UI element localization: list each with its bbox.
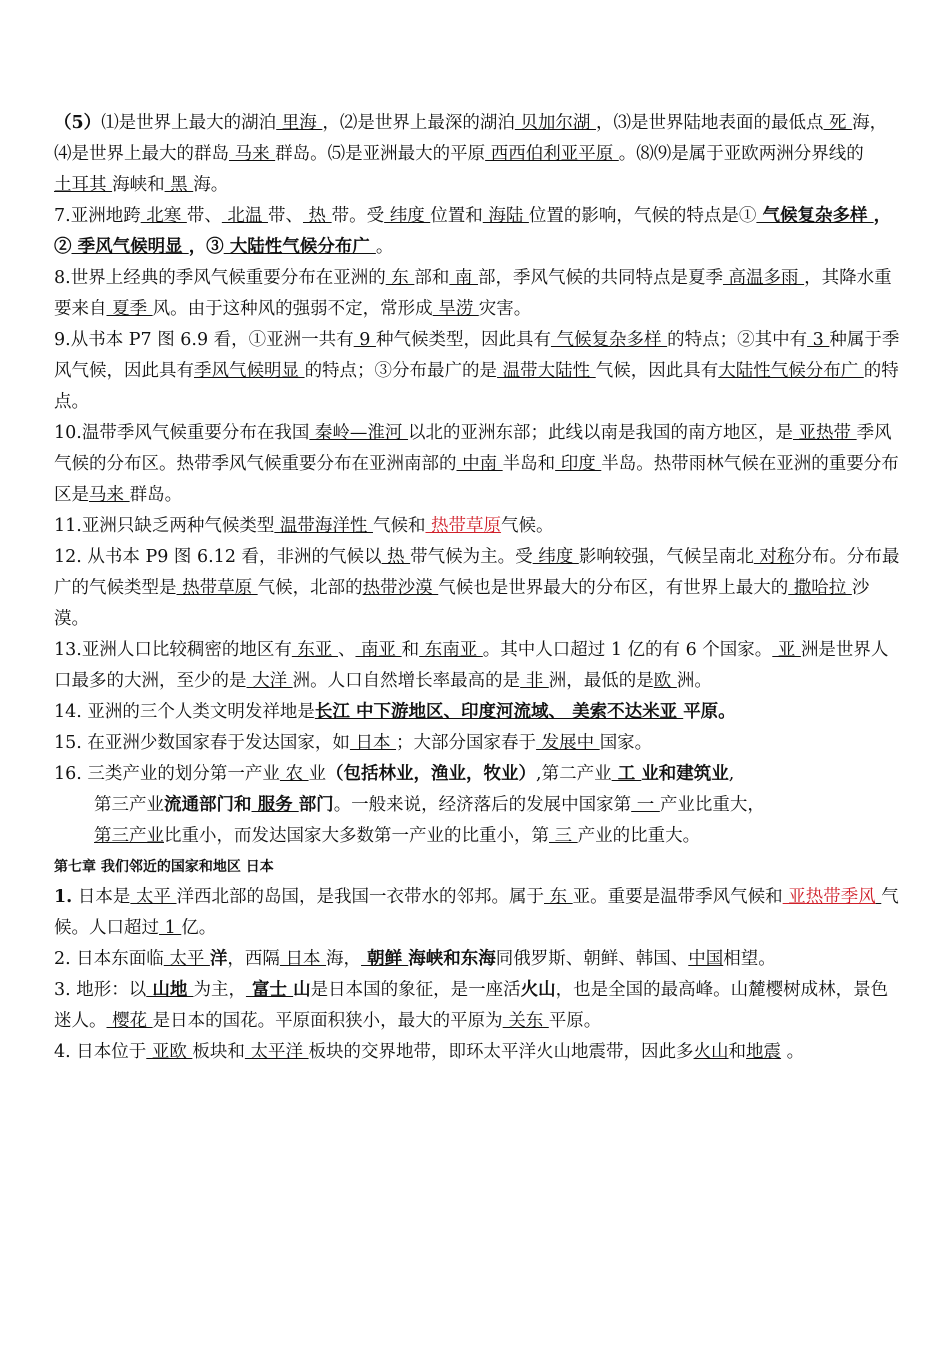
chapter-heading: 第七章 我们邻近的国家和地区 日本 — [54, 859, 274, 875]
text: 日本是 — [72, 887, 131, 907]
text: 半岛和 — [502, 454, 556, 474]
answer-blank: 纬度 — [532, 547, 579, 567]
text: 产业的比重大。 — [577, 826, 701, 846]
text: 第三产业 — [94, 795, 164, 815]
paragraph-13 — [54, 635, 904, 697]
text: 群岛。 — [129, 485, 183, 505]
text: , — [728, 764, 735, 784]
text: 2. 日本东面临 — [54, 949, 164, 969]
text: 产业比重大， — [659, 795, 765, 815]
text: 和 — [401, 640, 420, 660]
text: 4. 日本位于 — [54, 1042, 147, 1062]
answer-blank: 日本 — [349, 733, 397, 753]
text: 海， — [326, 949, 362, 969]
text: 的特点。 — [54, 361, 899, 412]
paragraph-16-cont — [54, 790, 904, 852]
answer-blank: 东 — [544, 887, 573, 907]
text: 海峡和 — [112, 175, 165, 195]
answer-blank: 纬度 — [384, 206, 431, 226]
text: 火山 — [520, 980, 556, 1000]
answer-blank: 1 — [159, 918, 182, 938]
text: ⑴是世界上最大的湖泊 — [101, 113, 277, 133]
answer-blank: 海陆 — [482, 206, 529, 226]
text: 部门 — [298, 795, 334, 815]
text: 12. 从书本 P9 图 6.12 看，非洲的气候以 — [54, 547, 382, 567]
text: 气候，北部的 — [257, 578, 363, 598]
text: 风。由于这种风的强弱不定，常形成 — [152, 299, 433, 319]
answer-blank: 马来 — [89, 485, 130, 505]
text: 平原。 — [683, 702, 736, 722]
answer-blank: 亚 — [772, 640, 801, 660]
text: 部，季风气候的共同特点是夏季 — [477, 268, 723, 288]
answer-blank: 关东 — [502, 1011, 549, 1031]
answer-blank: 发展中 — [536, 733, 600, 753]
answer-blank: 秦岭—淮河 — [309, 423, 408, 443]
paragraph-5 — [54, 108, 904, 201]
text: 洋 — [209, 949, 228, 969]
text: 带。受 — [331, 206, 385, 226]
paragraph-7 — [54, 201, 904, 263]
text: 。 — [781, 1042, 805, 1062]
text: 种气候类型，因此具有 — [375, 330, 551, 350]
answer-blank: 一 — [631, 795, 660, 815]
text: 的特点；②其中有 — [667, 330, 808, 350]
answer-blank: 夏季 — [106, 299, 153, 319]
text: 平原。 — [548, 1011, 602, 1031]
text: ，其降水重要来自 — [54, 268, 892, 319]
answer-blank: 地震 — [746, 1042, 782, 1062]
text: 和 — [728, 1042, 747, 1062]
answer-blank: 9 — [353, 330, 376, 350]
text: 国家。 — [599, 733, 653, 753]
item-number: 1. — [54, 887, 73, 907]
text: ，也是全国的最高峰。山麓樱树成林，景色迷人。 — [54, 980, 889, 1031]
text: 14. 亚洲的三个人类文明发祥地是 — [54, 702, 315, 722]
answer-blank: 亚热带 — [792, 423, 857, 443]
answer-blank: 高温多雨 — [722, 268, 805, 288]
text: 位置的影响，气候的特点是① — [528, 206, 757, 226]
text: 洲。 — [676, 671, 712, 691]
text: 7.亚洲地跨 — [54, 206, 141, 226]
text: 洲。人口自然增长率最高的是 — [292, 671, 521, 691]
text: 影响较强，气候呈南北 — [578, 547, 754, 567]
text: ，⑶是世界陆地表面的最低点 — [595, 113, 824, 133]
text: 群岛。⑸是亚洲最大的平原 — [275, 144, 486, 164]
text: 板块和 — [192, 1042, 245, 1062]
text: 海，⑷是世界上最大的群岛 — [54, 113, 888, 164]
answer-blank: 中国 — [688, 949, 724, 969]
answer-blank: 季风气候明显 — [194, 361, 305, 381]
item-number: （5） — [54, 113, 102, 133]
answer-blank: 东南亚 — [419, 640, 483, 660]
answer-blank: 三 — [549, 826, 578, 846]
text: 。一般来说，经济落后的发展中国家第 — [333, 795, 632, 815]
document-page — [54, 108, 904, 1068]
answer-blank: 马来 — [229, 144, 276, 164]
text: ；大部分国家春于 — [396, 733, 537, 753]
answer-blank: 日本 — [279, 949, 327, 969]
answer-blank: 死 — [823, 113, 853, 133]
answer-blank: 温带海洋性 — [274, 516, 373, 536]
text: 位置和 — [430, 206, 483, 226]
text: 13.亚洲人口比较稠密的地区有 — [54, 640, 292, 660]
answer-blank: 北温 — [221, 206, 268, 226]
answer-blank: 贝加尔湖 — [514, 113, 596, 133]
answer-blank: 热 — [381, 547, 411, 567]
answer-blank-red: 亚热带季风 — [782, 887, 876, 907]
answer-blank: 农 — [279, 764, 309, 784]
answer-blank: 南 — [449, 268, 478, 288]
answer-blank: 欧 — [653, 671, 677, 691]
text: 亚。重要是温带季风气候和 — [572, 887, 783, 907]
answer-blank: 第三产业 — [94, 826, 164, 846]
text: 3. 地形：以 — [54, 980, 147, 1000]
text: 。 — [375, 237, 394, 257]
paragraph-9 — [54, 325, 904, 418]
answer-blank-red: 热带草原 — [425, 516, 502, 536]
japan-paragraph-2 — [54, 944, 904, 975]
answer-blank: 热带沙漠 — [362, 578, 439, 598]
answer-blank: 旱涝 — [432, 299, 479, 319]
text: 部和 — [414, 268, 450, 288]
answer-blank: 东 — [385, 268, 415, 288]
answer-blank: 亚欧 — [146, 1042, 193, 1062]
answer-blank: 火山 — [693, 1042, 729, 1062]
answer-blank: 朝鲜 — [361, 949, 409, 969]
text: 业 — [308, 764, 327, 784]
text: 业和建筑业 — [641, 764, 729, 784]
text: 灾害。 — [478, 299, 532, 319]
paragraph-16 — [54, 759, 904, 790]
text: 15. 在亚洲少数国家春于发达国家，如 — [54, 733, 350, 753]
answer-blank: 印度 — [555, 454, 602, 474]
text: 比重小，而发达国家大多数第一产业的比重小，第 — [164, 826, 549, 846]
text: 洋西北部的岛国，是我国一衣带水的邻邦。属于 — [176, 887, 544, 907]
text: 。其中人口超过 1 亿的有 6 个国家。 — [482, 640, 773, 660]
paragraph-15 — [54, 728, 904, 759]
text: 气候，因此具有 — [595, 361, 719, 381]
text: （包括林业，渔业，牧业） — [326, 764, 537, 784]
answer-blank: 黑 — [164, 175, 194, 195]
answer-blank: 太平 — [163, 949, 210, 969]
answer-blank: 长江 中下游地区、印度河流域、 美索不达米亚 — [314, 702, 684, 722]
japan-paragraph-3 — [54, 975, 904, 1037]
answer-blank: 大洋 — [246, 671, 293, 691]
answer-blank: 温带大陆性 — [497, 361, 596, 381]
text: 海峡和东海 — [408, 949, 496, 969]
text: 以北的亚洲东部；此线以南是我国的南方地区，是 — [407, 423, 793, 443]
text: 的特点；③分布最广的是 — [304, 361, 498, 381]
text: 是日本的国花。平原面积狭小，最大的平原为 — [152, 1011, 503, 1031]
text: 同俄罗斯、朝鲜、韩国、 — [495, 949, 689, 969]
text: 10.温带季风气候重要分布在我国 — [54, 423, 310, 443]
text: 山 — [293, 980, 311, 1000]
text: 相望。 — [723, 949, 776, 969]
text: 8.世界上经典的季风气候重要分布在亚洲的 — [54, 268, 386, 288]
answer-blank: 服务 — [251, 795, 299, 815]
text: 、 — [337, 640, 356, 660]
text: 是日本国的象征，是一座活 — [310, 980, 521, 1000]
answer-blank: 撒哈拉 — [788, 578, 852, 598]
text: 海。 — [193, 175, 229, 195]
text: 气候和 — [372, 516, 426, 536]
answer-blank: 富士 — [245, 980, 294, 1000]
answer-blank: 大陆性气候分布广 — [718, 361, 864, 381]
japan-paragraph-1 — [54, 882, 904, 944]
text: 气候。 — [501, 516, 554, 536]
answer-blank: 中南 — [456, 454, 503, 474]
paragraph-12 — [54, 542, 904, 635]
text: 分布。分布最广的气候类型是 — [54, 547, 900, 598]
paragraph-11 — [54, 511, 904, 542]
answer-blank: 太平洋 — [244, 1042, 309, 1062]
answer-blank: 季风气候明显 — [71, 237, 189, 257]
text: 16. 三类产业的划分第一产业 — [54, 764, 280, 784]
text: 。⑻⑼是属于亚欧两洲分界线的 — [618, 144, 864, 164]
answer-blank: 山地 — [146, 980, 194, 1000]
answer-blank: 气候复杂多样 — [756, 206, 874, 226]
text: 板块的交界地带，即环太平洋火山地震带，因此多 — [308, 1042, 694, 1062]
japan-paragraph-4 — [54, 1037, 904, 1068]
text: 带、 — [186, 206, 222, 226]
answer-blank: 热带草原 — [176, 578, 258, 598]
answer-blank: 气候复杂多样 — [550, 330, 668, 350]
text: 气候也是世界最大的分布区，有世界上最大的 — [438, 578, 789, 598]
answer-blank: 3 — [807, 330, 830, 350]
answer-blank: 西西伯利亚平原 — [485, 144, 619, 164]
text: 带、 — [267, 206, 303, 226]
text: ，③ — [188, 237, 224, 257]
text: 沙漠。 — [54, 578, 870, 629]
text: 气候。人口超过 — [54, 887, 899, 938]
answer-blank: 大陆性气候分布广 — [223, 237, 376, 257]
text: ,第二产业 — [536, 764, 612, 784]
answer-blank: 工 — [611, 764, 642, 784]
text: 带气候为主。受 — [410, 547, 533, 567]
answer-blank: 樱花 — [106, 1011, 153, 1031]
text: 洲是世界人口最多的大洲，至少的是 — [54, 640, 889, 691]
answer-blank: 热 — [302, 206, 332, 226]
text: 种属于季风气候，因此具有 — [54, 330, 900, 381]
answer-blank: 里海 — [276, 113, 323, 133]
text: 为主， — [193, 980, 246, 1000]
text: 11.亚洲只缺乏两种气候类型 — [54, 516, 275, 536]
paragraph-10 — [54, 418, 904, 511]
text: 季风气候的分布区。热带季风气候重要分布在亚洲南部的 — [54, 423, 892, 474]
text: ，⑵是世界上最深的湖泊 — [322, 113, 515, 133]
answer-blank: 东亚 — [291, 640, 338, 660]
text: 半岛。热带雨林气候在亚洲的重要分布区是 — [54, 454, 899, 505]
answer-blank: 南亚 — [355, 640, 402, 660]
text: 洲，最低的是 — [548, 671, 654, 691]
text: 9.从书本 P7 图 6.9 看，①亚洲一共有 — [54, 330, 354, 350]
text: ，西隔 — [227, 949, 280, 969]
text: 亿。 — [181, 918, 217, 938]
answer-blank: 土耳其 — [54, 175, 113, 195]
paragraph-14 — [54, 697, 904, 728]
text: 流通部门和 — [164, 795, 252, 815]
paragraph-8 — [54, 263, 904, 325]
answer-blank: 北寒 — [140, 206, 187, 226]
answer-blank: 非 — [520, 671, 549, 691]
text: ，② — [54, 206, 892, 257]
answer-blank: 太平 — [130, 887, 177, 907]
answer-blank: 对称 — [753, 547, 795, 567]
